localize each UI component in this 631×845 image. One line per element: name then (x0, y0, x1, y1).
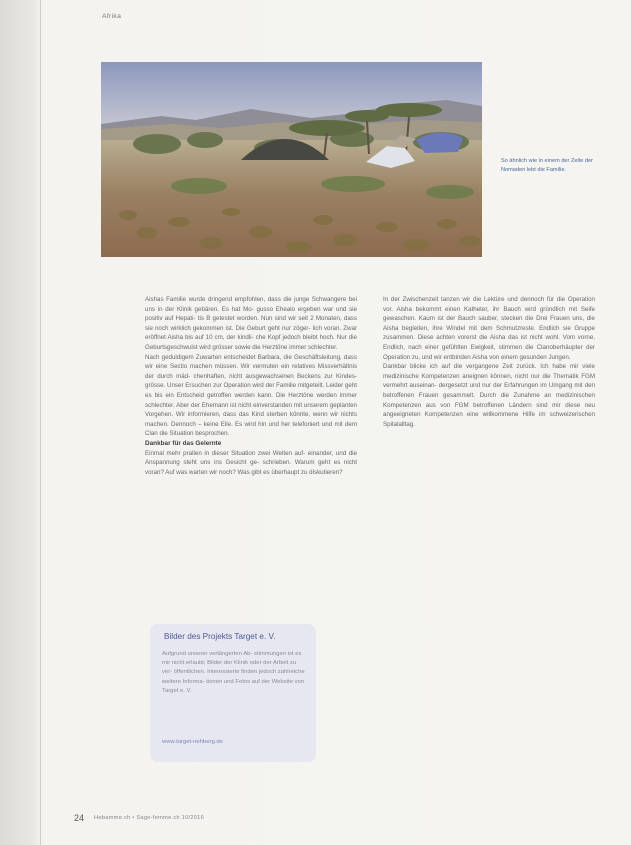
photo-landscape (101, 62, 482, 257)
section-label: Afrika (102, 13, 122, 20)
page-edge-line (40, 0, 41, 845)
photo-caption: So ähnlich wie in einem der Zelte der Nomaden lebt die Familie. (501, 158, 594, 173)
info-box (150, 624, 316, 762)
scan-gutter (0, 0, 44, 845)
article-paragraph: In der Zwischenzeit tanzen wir die Lektüre und dennoch für die Operation vor. Aisha bekommt einen Katheter, ihr Bauch wird gründlich mit Seife gewaschen. Kaum ist der Bauch sauber, stecken die Drei Frauen uns, die Aisha begleiten, ihre Windel mit dem Schmutzreste. Endlich sie Gruppe zusammen. Diese achten vorerst die Aisha das ist nicht wohl. Vom vorne. Endlich, nach einer gefühlten Ewigkeit, stimmen die Clanoberhäupter der Operation zu, und wir entbinden Aisha von einem gesunden Jungen. (383, 296, 595, 361)
article-paragraph: Einmal mehr prallen in dieser Situation zwei Welten auf- einander, und die Anspannung steht uns ins Gesicht ge- schrieben. Warum geht es nicht voran? Auf was warten wir noch? Was gibt es überhaupt zu diskutieren? (145, 449, 357, 476)
article-subheading: Dankbar für das Gelernte (145, 439, 222, 447)
info-box-text: Aufgrund unserer verlängerten Ab- stimmungen ist es mir nicht erlaubt, Bilder der Klinik oder der Arbeit zu ver- öffentlichen. Interessierte finden jedoch zahlreiche weitere Informa- tionen und Fotos auf der Website von Target e. V. (162, 651, 305, 694)
website-link[interactable]: www.target-nehberg.de (162, 739, 223, 745)
article-photo (101, 62, 482, 257)
article-paragraph: Nach geduldigem Zuwarten entscheidet Barbara, die Geschäftsleitung, dass wir eine Sectio machen müssen. Wir vermuten ein relatives Missverhältnis der durch mäd- chenhaften, nicht ausgewachsenen Beckens zur Kindes- grösse. Unser Ersuchen zur Operation wird der Familie mitgeteilt. Leider geht es bis ein Entscheid getroffen werden kann. Die Herztöne werden immer schlechter. Aber der Ehemann ist nicht einverstanden mit unserem geplanten Vorgehen. Wir informieren, dass das Kind sterben könnte, wenn wir nichts machen. Dennoch – keine Eile. Es wird hin und her telefoniert und mit dem Clan die Situation besprochen. (145, 353, 357, 438)
article-paragraph: Aishas Familie wurde dringend empfohlen, dass die junge Schwangere bei uns in der Klinik gebären. Es hat Mo- gusso Ehealo ergeben war und sie positiv auf Hepati- tis B getestet worden. Nun sind wir seit 2 Monaten, dass sie noch wirklich gekommen ist. Die Geburt geht nur zöger- lich voran. Zwar eröffnet Aisha bis auf 10 cm, der kindli- che Kopf jedoch bleibt hoch. Nur die Geburtsgeschwulst wird grösser sowie die Herztöne immer schlechter. (145, 296, 357, 351)
article-right-column (383, 295, 595, 429)
info-box-title: Bilder des Projekts Target e. V. (164, 632, 276, 641)
article-left-column (145, 295, 357, 477)
footer-publication: Hebamme.ch • Sage-femme.ch 10/2016 (94, 815, 205, 821)
page-number: 24 (74, 813, 85, 823)
article-paragraph: Dankbar blicke ich auf die vergangene Zeit zurück. Ich habe mir viele medizinische Kompetenzen aneignen können, nicht nur die Thematik FGM vermehrt auseinan- dergesetzt und nur der Erfahrungen im Umgang mit den betroffenen Frauen gesammelt. Durch die Zunahme an medizinischen Kompetenzen aus von FGM betroffenen Ländern sind mir diese neu angeeigneten Kompetenzen eine willkommene Hilfe im schweizerischen Spitalalltag. (383, 363, 595, 428)
